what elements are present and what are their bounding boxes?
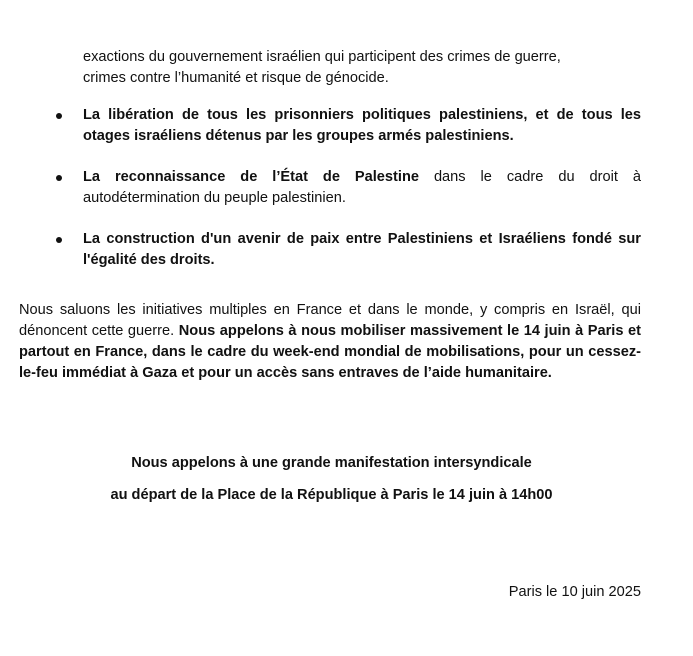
paragraph-bold-text: Nous appelons à nous mobiliser massivement le 14 juin à Paris et partout en France, dans le cadre du week-end mondial de mobilisations, pour un cessez-le-feu immédiat à Gaza et pour un accès sans entraves de l’aide humanitaire. <box>19 323 641 381</box>
continuation-line-2: crimes contre l’humanité et risque de génocide. <box>83 70 389 86</box>
paragraph-plain-text: Nous saluons les initiatives multiples en France et dans le monde, y compris en Israël, qui dénoncent cette guerre. <box>19 302 641 339</box>
bullet-icon <box>56 237 62 243</box>
document-date: Paris le 10 juin 2025 <box>508 584 641 600</box>
bullet-text: La libération de tous les prisonniers politiques palestiniens, et de tous les otages israéliens détenus par les groupes armés palestiniens. <box>83 107 641 144</box>
bullet-bold-text: La reconnaissance de l’État de Palestine <box>83 169 419 185</box>
body-paragraph <box>19 300 641 384</box>
continuation-text <box>83 47 641 89</box>
bullet-text <box>83 167 641 209</box>
call-line-1: Nous appelons à une grande manifestation intersyndicale <box>131 455 532 471</box>
bullet-icon <box>56 113 62 119</box>
bullet-icon <box>56 175 62 181</box>
call-line-2: au départ de la Place de la République à Paris le 14 juin à 14h00 <box>110 487 553 503</box>
continuation-line-1: exactions du gouvernement israélien qui participent des crimes de guerre, <box>83 49 561 65</box>
bullet-plain-text: dans le cadre du droit à autodétermination du peuple palestinien. <box>83 169 641 206</box>
bullet-text: La construction d'un avenir de paix entre Palestiniens et Israéliens fondé sur l'égalité des droits. <box>83 231 641 268</box>
